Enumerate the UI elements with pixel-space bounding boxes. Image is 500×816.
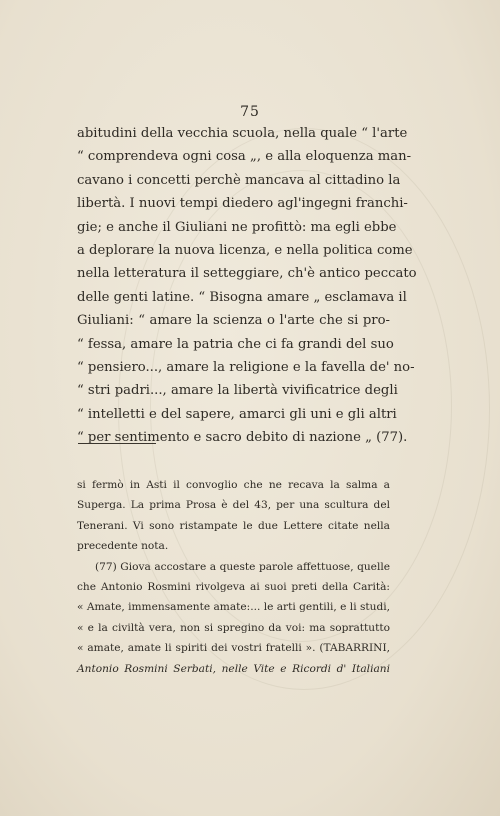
text-line: “ comprendeva ogni cosa „, e alla eloquenza man- [77,149,412,165]
main-text [77,122,417,450]
footnote-line: precedente nota. [77,540,169,553]
text-line: cavano i concetti perchè mancava al cittadino la [77,172,401,188]
footnote-line: si fermò in Asti il convoglio che ne recava la salma a [77,479,390,491]
text-line: abitudini della vecchia scuola, nella quale “ l'arte [77,126,408,141]
text-line: “ intelletti e del sapere, amarci gli uni e gli altri [77,406,397,422]
page-number: 75 [240,104,260,120]
text-line: “ per sentimento e sacro debito di nazione „ (77). [77,430,408,446]
text-line: libertà. I nuovi tempi diedero agl'ingegni franchi- [77,196,408,212]
footnotes [77,475,390,679]
footnote-line: « e la civiltà vera, non si spregino da voi: ma soprattutto [77,621,390,634]
footnote-separator [78,443,156,444]
footnote-line: che Antonio Rosmini rivolgeva ai suoi preti della Carità: [77,581,390,594]
text-line: “ pensiero..., amare la religione e la favella de' no- [77,360,415,376]
footnote-line: « amate, amate li spiriti dei vostri fratelli ». (TABARRINI, [77,642,390,655]
footnote-line: (77) Giova accostare a queste parole affettuose, quelle [95,560,390,573]
footnote-line: Antonio Rosmini Serbati, nelle Vite e Ricordi d' Italiani [77,662,390,675]
text-line: “ stri padri..., amare la libertà vivificatrice degli [77,383,398,399]
text-line: delle genti latine. “ Bisogna amare „ esclamava il [77,289,407,305]
text-line: Giuliani: “ amare la scienza o l'arte che si pro- [77,313,390,329]
footnote-line: « Amate, immensamente amate:... le arti gentili, e li studi, [77,601,391,614]
text-line: gie; e anche il Giuliani ne profittò: ma egli ebbe [77,219,397,235]
text-line: nella letteratura il setteggiare, ch'è antico peccato [77,266,417,282]
footnote-line: Superga. La prima Prosa è del 43, per una scultura del [77,499,390,512]
text-line: a deplorare la nuova licenza, e nella politica come [77,243,413,259]
footnote-line: Tenerani. Vi sono ristampate le due Lettere citate nella [77,519,390,532]
text-line: “ fessa, amare la patria che ci fa grandi del suo [77,336,394,352]
